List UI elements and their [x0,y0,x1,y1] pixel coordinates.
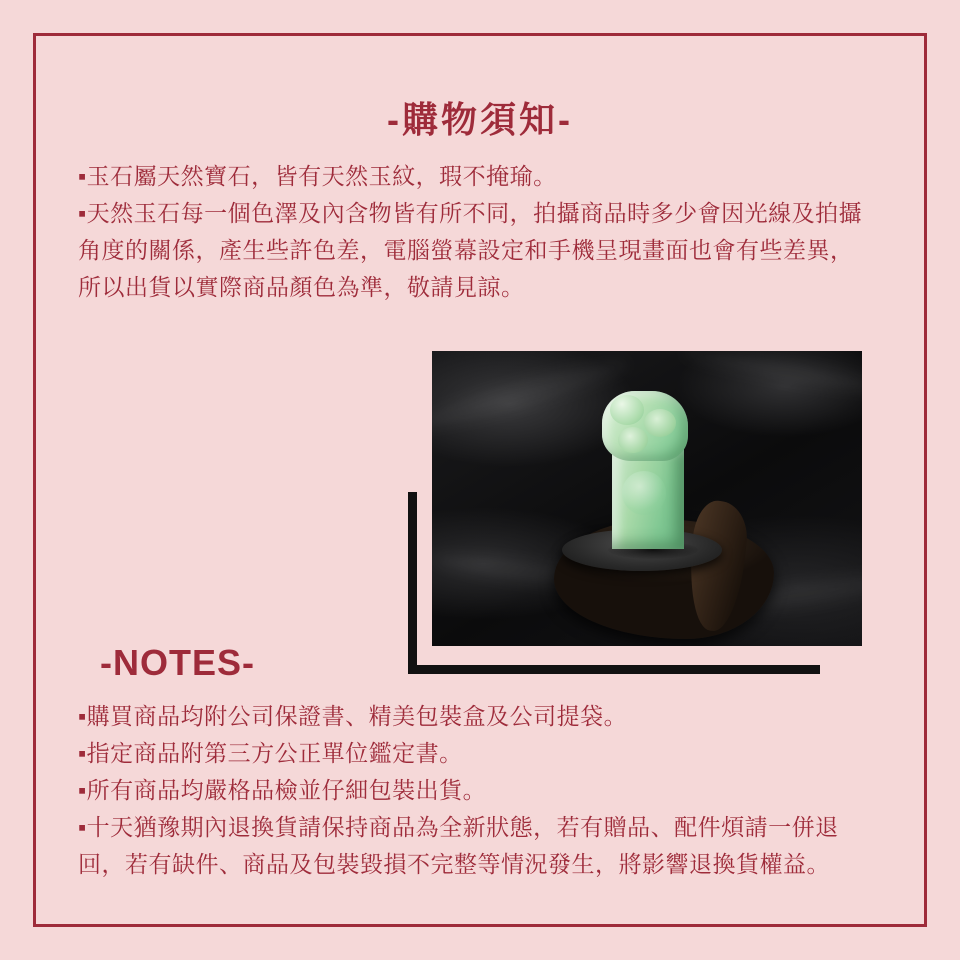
cloth-fold [682,351,862,399]
jade-carving-detail [618,427,648,453]
notes-block [78,698,878,883]
notice-line: ▪玉石屬天然寶石，皆有天然玉紋，瑕不掩瑜。 [78,163,557,189]
page-title: -購物須知- [387,99,573,140]
notice-line: ▪天然玉石每一個色澤及內含物皆有所不同，拍攝商品時多少會因光線及拍攝角度的關係，產生些許色差，電腦螢幕設定和手機呈現畫面也會有些差異，所以出貨以實際商品顏色為準，敬請見諒。 [78,200,863,300]
notes-line: ▪所有商品均嚴格品檢並仔細包裝出貨。 [78,777,487,803]
notes-line: ▪十天猶豫期內退換貨請保持商品為全新狀態，若有贈品、配件煩請一併退回，若有缺件、商品及包裝毀損不完整等情況發生，將影響退換貨權益。 [78,814,839,877]
decorative-corner-bracket [408,492,820,674]
jade-carving-detail [610,395,644,425]
bracket-vertical-bar [408,492,417,674]
shopping-notice-block [78,158,868,306]
notes-heading: -NOTES- [100,642,255,683]
notes-line: ▪指定商品附第三方公正單位鑑定書。 [78,740,463,766]
jade-carving-detail [644,409,676,437]
notes-line: ▪購買商品均附公司保證書、精美包裝盒及公司提袋。 [78,703,628,729]
bracket-horizontal-bar [408,665,820,674]
